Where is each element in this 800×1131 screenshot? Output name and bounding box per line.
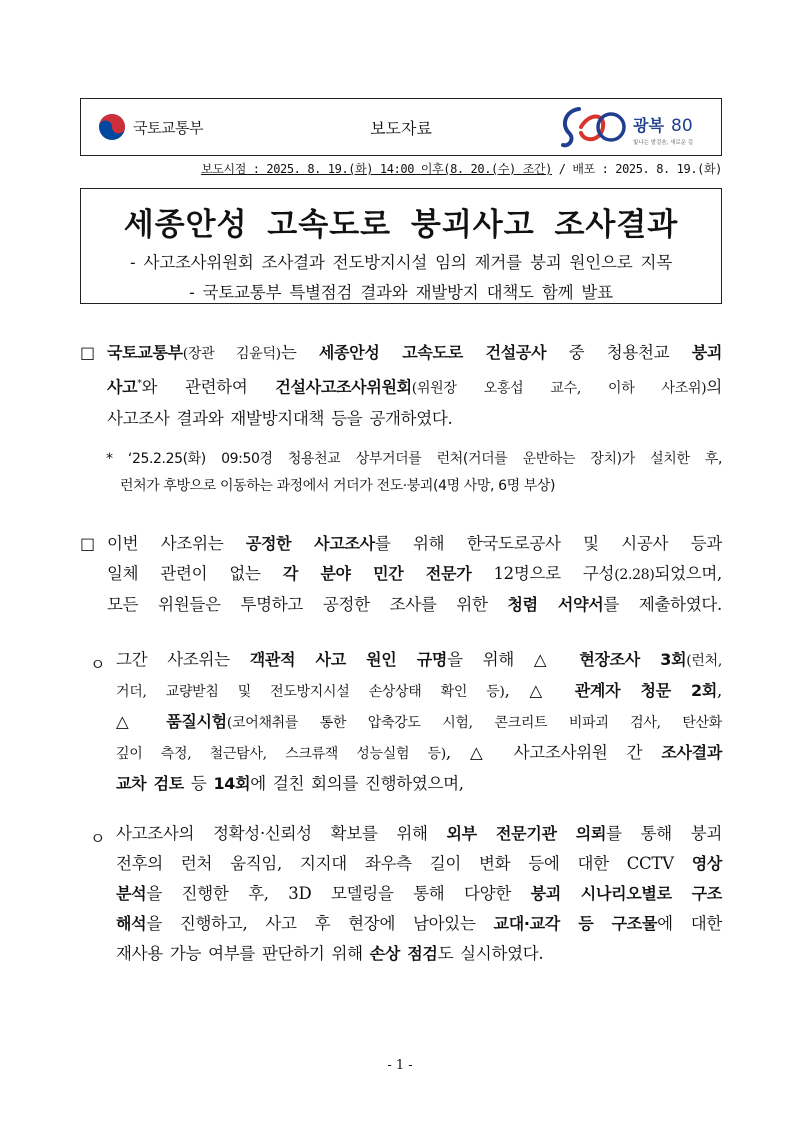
title-box (80, 188, 722, 304)
paragraph-4: 사고조사의 정확성·신뢰성 확보를 위해 외부 전문기관 의뢰를 통해 붕괴 전후의 런처 움직임, 지지대 좌우측 길이 변화 등에 대한 CCTV 영상 분석을 진행한 후, 3D 모델링을 통해 다양한 붕괴 시나리오별로 구조 해석을 진행하고, 사고 후 현장에 남아있는 교대·교각 등 구조물에 대한 재사용 가능 여부를 판단하기 위해 손상 점검도 실시하였다. (116, 824, 722, 963)
liberation-80-logo (559, 103, 709, 151)
paragraph-2: 이번 사조위는 공정한 사고조사를 위해 한국도로공사 및 시공사 등과 일체 관련이 없는 각 분야 민간 전문가 12명으로 구성(2.28)되었으며, 모든 위원들은 투명하고 공정한 조사를 위한 청렴 서약서를 제출하였다. (107, 534, 722, 614)
release-line (80, 160, 722, 177)
paragraph-box-1: □ (80, 343, 96, 362)
footnote-line-2: 런처가 후방으로 이동하는 과정에서 거더가 전도·붕괴(4명 사망, 6명 부상) (120, 478, 556, 494)
header-box (80, 98, 722, 156)
paragraph-bullet-3: ㅇ (90, 655, 106, 674)
subtitle-1: - 사고조사위원회 조사결과 전도방지시설 임의 제거를 붕괴 원인으로 지목 (130, 253, 672, 272)
paragraph-3: 그간 사조위는 객관적 사고 원인 규명을 위해 △ 현장조사 3회(런처, 거더, 교량받침 및 전도방지시설 손상상태 확인 등), △ 관계자 청문 2회, △ 품질시험(코어채취를 통한 압축강도 시험, 콘크리트 비파괴 검사, 탄산화 깊이 측정, 철근탐사, 스크류잭 성능실험 등), △ 사고조사위원 간 조사결과 교차 검토 등 14회에 걸친 회의를 진행하였으며, (116, 650, 723, 793)
anniv-text: 광복 (633, 116, 664, 135)
main-title: 세종안성 고속도로 붕괴사고 조사결과 (123, 207, 679, 243)
paragraph-1: 국토교통부(장관 김윤덕)는 세종안성 고속도로 건설공사 중 청용천교 붕괴 사고*와 관련하여 건설사고조사위원회(위원장 오홍섭 교수, 이하 사조위)의 사고조사 결과와 재발방지대책 등을 공개하였다. (107, 343, 722, 428)
footnote (106, 446, 722, 500)
paragraph-box-2: □ (80, 534, 96, 553)
subtitle-2: - 국토교통부 특별점검 결과와 재발방지 대책도 함께 발표 (189, 283, 613, 302)
footnote-line-1: * ‘25.2.25(화) 09:50경 청용천교 상부거더를 런처(거더를 운반하는 장치)가 설치한 후, (106, 451, 722, 467)
anniv-number: 80 (671, 116, 693, 136)
ministry-name: 국토교통부 (133, 118, 203, 137)
doc-type: 보도자료 (370, 119, 432, 138)
page-number: - 1 - (387, 1058, 413, 1073)
paragraph-bullet-4: ㅇ (90, 829, 106, 848)
distribution-label: / 배포 : 2025. 8. 19.(화) (551, 162, 722, 176)
embargo-label: 보도시점 : 2025. 8. 19.(화) 14:00 이후(8. 20.(수) 조간) (201, 162, 552, 176)
anniv-slogan: 빛나는 발걸음, 새로운 길 (633, 140, 694, 146)
